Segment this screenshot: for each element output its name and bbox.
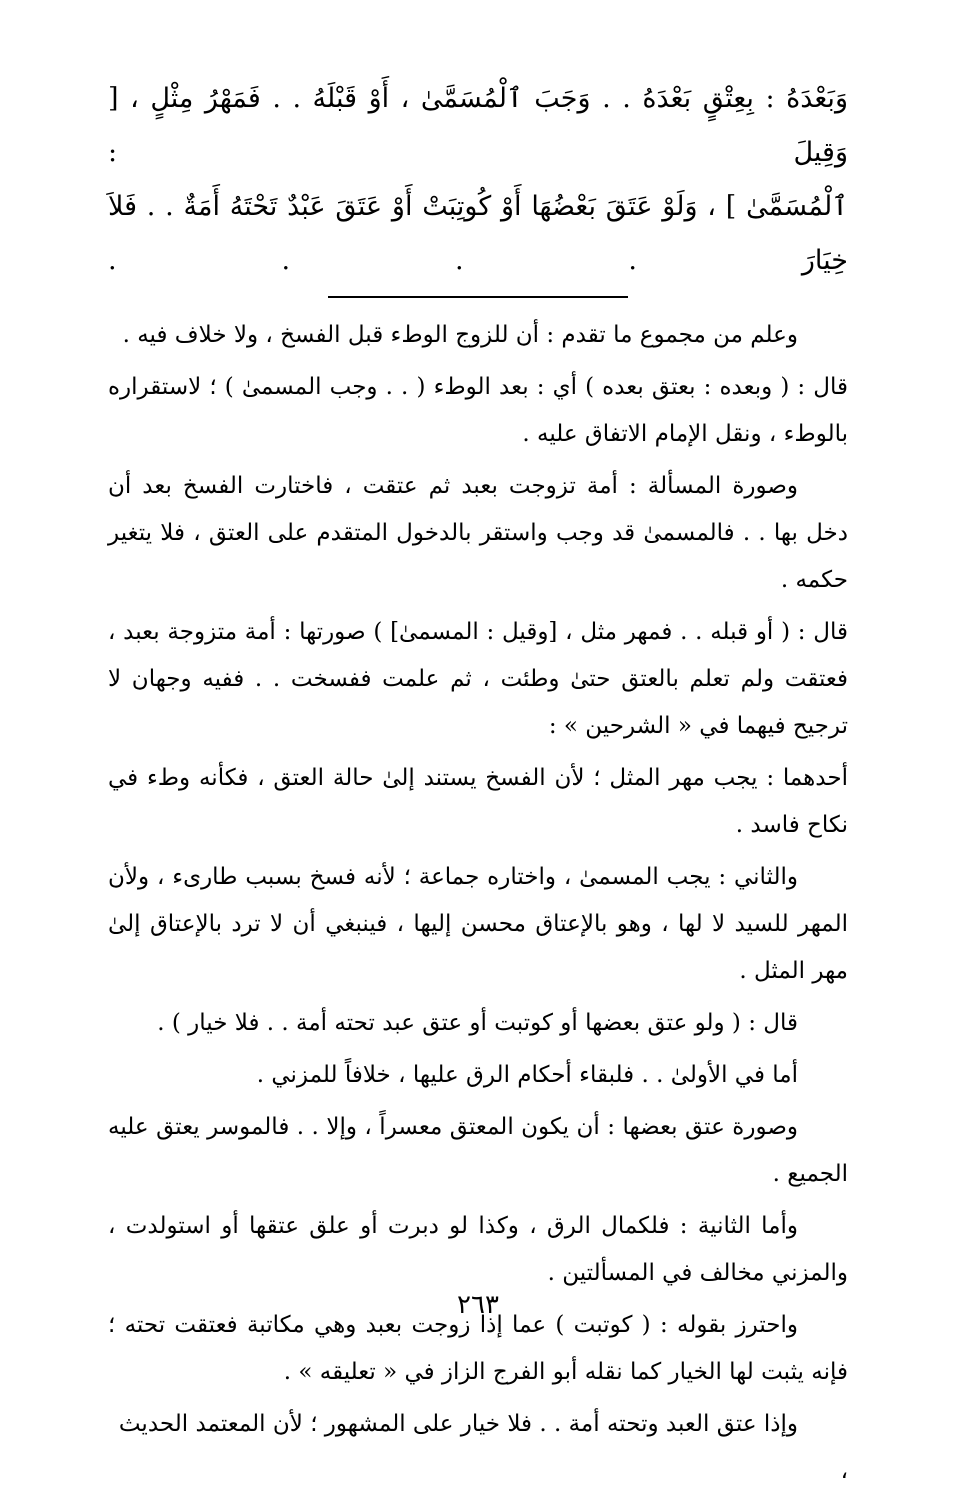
paragraph-2: قال : ( وبعده : بعتق بعده ) أي : بعد الوطء ( . . وجب المسمىٰ ) ؛ لاستقراره بالوطء ، ونقل الإمام الاتفاق عليه . <box>108 374 848 447</box>
paragraph-9: وصورة عتق بعضها : أن يكون المعتق معسراً ، وإلا . . فالموسر يعتق عليه الجميع . <box>108 1114 848 1187</box>
paragraph-3: وصورة المسألة : أمة تزوجت بعبد ثم عتقت ، فاختارت الفسخ بعد أن دخل بها . . فالمسمىٰ قد وجب واستقر بالدخول المتقدم على العتق ، فلا يتغير حكمه . <box>108 473 848 593</box>
separator-line <box>328 296 628 298</box>
paragraph-4: قال : ( أو قبله . . فمهر مثل ، [وقيل : المسمىٰ] ) صورتها : أمة متزوجة بعبد ، فعتقت ولم تعلم بالعتق حتىٰ وطئت ، ثم علمت ففسخت . . ففيه وجهان لا ترجيح فيهما في « الشرحين » : <box>108 619 848 739</box>
paragraph-12: وإذا عتق العبد وتحته أمة . . فلا خيار على المشهور ؛ لأن المعتمد الحديث ، <box>118 1411 848 1484</box>
paragraph-6: والثاني : يجب المسمىٰ ، واختاره جماعة ؛ لأنه فسخ بسبب طارىء ، ولأن المهر للسيد لا لها ، وهو بالإعتاق محسن إليها ، فينبغي أن لا ترد بالإعتاق إلىٰ مهر المثل . <box>108 864 848 984</box>
paragraph-1: وعلم من مجموع ما تقدم : أن للزوج الوطء قبل الفسخ ، ولا خلاف فيه . <box>122 322 798 348</box>
paragraph-8: أما في الأولىٰ . . فلبقاء أحكام الرق عليها ، خلافاً للمزني . <box>256 1062 798 1088</box>
page-number: ٢٦٣ <box>457 1290 499 1320</box>
matn-line-1: وَبَعْدَهُ : بِعِتْقٍ بَعْدَهُ . . وَجَبَ ٱلْمُسَمَّىٰ ، أَوْ قَبْلَهُ . . فَمَهْرُ مِثْلٍ ، [ وَقِيلَ : <box>108 83 848 168</box>
paragraph-11: واحترز بقوله : ( كوتبت ) عما إذا زوجت بعبد وهي مكاتبة فعتقت تحته ؛ فإنه يثبت لها الخيار كما نقله أبو الفرج الزاز في « تعليقه » . <box>108 1312 848 1385</box>
matn-line-2: ٱلْمُسَمَّىٰ ] ، وَلَوْ عَتَقَ بَعْضُهَا أَوْ كُوتِبَتْ أَوْ عَتَقَ عَبْدٌ تَحْتَهُ أَمَةٌ . . فَلاَ خِيَارَ . . . . <box>108 191 848 276</box>
paragraph-10: وأما الثانية : فلكمال الرق ، وكذا لو دبرت أو علق عتقها أو استولدت ، والمزني مخالف في المسألتين . <box>108 1213 848 1286</box>
matn-text <box>108 72 848 288</box>
paragraph-5: أحدهما : يجب مهر المثل ؛ لأن الفسخ يستند إلىٰ حالة العتق ، فكأنه وطء في نكاح فاسد . <box>108 765 848 838</box>
paragraph-7: قال : ( ولو عتق بعضها أو كوتبت أو عتق عبد تحته أمة . . فلا خيار ) . <box>157 1010 798 1036</box>
